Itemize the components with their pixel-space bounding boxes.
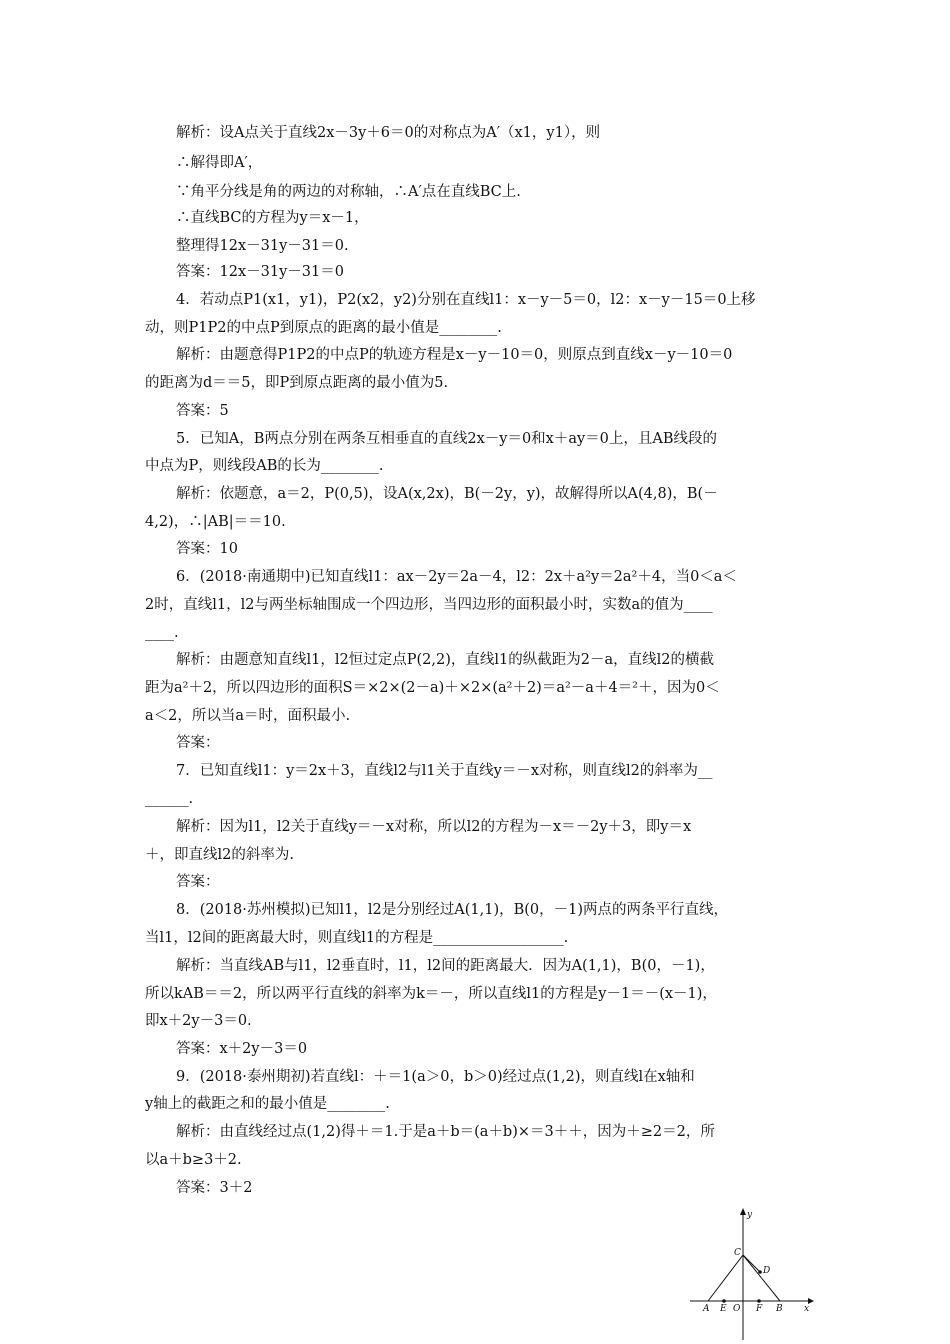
- answer-line: 答案：5: [176, 403, 229, 419]
- question-line: 动，则P1P2的中点P到原点的距离的最小值是________.: [145, 320, 502, 336]
- answer-line: 答案：x＋2y－3＝0: [176, 1041, 308, 1057]
- text-line: ∴直线BC的方程为y＝x－1，: [176, 210, 369, 226]
- answer-line: 答案：12x－31y－31＝0: [176, 264, 344, 280]
- text-line: 整理得12x－31y－31＝0.: [176, 238, 349, 254]
- answer-line: 答案：: [176, 735, 220, 751]
- question-line: 7．已知直线l1：y＝2x＋3，直线l2与l1关于直线y＝－x对称，则直线l2的斜率为__: [176, 763, 713, 779]
- text-line: 解析：由题意得P1P2的中点P的轨迹方程是x－y－10＝0，则原点到直线x－y－10＝0: [176, 347, 733, 363]
- question-line: 当l1，l2间的距离最大时，则直线l1的方程是__________________.: [145, 930, 569, 946]
- answer-line: 答案：10: [176, 541, 238, 557]
- answer-line: 答案：: [176, 874, 220, 890]
- text-line: 解析：因为l1，l2关于直线y＝－x对称，所以l2的方程为－x＝－2y＋3，即y＝x: [176, 819, 692, 835]
- label-O: O: [733, 1304, 741, 1314]
- question-line: 6．(2018·南通期中)已知直线l1：ax－2y＝2a－4，l2：2x＋a²y＝2a²＋4，当0＜a＜: [176, 569, 737, 585]
- point-D: [758, 1270, 762, 1274]
- text-line: 解析：设A点关于直线2x－3y＋6＝0的对称点为A′（x1，y1），则: [176, 125, 601, 141]
- axis-label-y: y: [747, 1210, 753, 1220]
- text-line: ∴解得即A′，: [176, 155, 263, 171]
- question-line: y轴上的截距之和的最小值是________.: [145, 1096, 390, 1112]
- question-line: 中点为P，则线段AB的长为________.: [145, 458, 384, 474]
- question-line: ______.: [145, 791, 194, 807]
- label-A: A: [703, 1304, 710, 1314]
- text-line: 距为a²＋2，所以四边形的面积S＝×2×(2－a)＋×2×(a²＋2)＝a²－a＋4＝²＋，因为0＜: [145, 680, 720, 696]
- text-line: 解析：当直线AB与l1，l2垂直时，l1，l2间的距离最大．因为A(1,1)，B(0，－1)，: [176, 958, 715, 974]
- axis-label-x: x: [804, 1304, 810, 1314]
- question-line: 5．已知A，B两点分别在两条互相垂直的直线2x－y＝0和x＋ay＝0上，且AB线段的: [176, 431, 718, 447]
- question-line: 8．(2018·苏州模拟)已知l1，l2是分别经过A(1,1)，B(0，－1)两点的两条平行直线，: [176, 902, 729, 918]
- question-line: ____.: [145, 625, 179, 641]
- text-line: 解析：由直线经过点(1,2)得＋＝1.于是a＋b＝(a＋b)×＝3＋＋，因为＋≥2＝2，所: [176, 1124, 715, 1140]
- line-CB: [743, 1255, 780, 1301]
- question-line: 2时，直线l1，l2与两坐标轴围成一个四边形，当四边形的面积最小时，实数a的值为____: [145, 597, 713, 613]
- text-line: ＋，即直线l2的斜率为.: [145, 847, 294, 863]
- answer-line: 答案：3＋2: [176, 1180, 253, 1196]
- question-line: 4．若动点P1(x1，y1)，P2(x2，y2)分别在直线l1：x－y－5＝0，l2：x－y－15＝0上移: [176, 292, 756, 308]
- text-line: 4,2)，∴|AB|＝＝10.: [145, 514, 286, 530]
- text-line: 的距离为d＝＝5，即P到原点距离的最小值为5.: [145, 375, 449, 391]
- label-F: F: [756, 1304, 763, 1314]
- y-axis-arrow: [740, 1208, 746, 1215]
- text-line: ∵角平分线是角的两边的对称轴，∴A′点在直线BC上.: [176, 184, 521, 200]
- geometry-figure: [690, 1205, 815, 1340]
- text-line: 即x＋2y－3＝0.: [145, 1013, 252, 1029]
- text-line: 解析：依题意，a＝2，P(0,5)，设A(x,2x)，B(－2y，y)，故解得所以A(4,8)，B(－: [176, 486, 718, 502]
- question-line: 9．(2018·泰州期初)若直线l：＋＝1(a＞0，b＞0)经过点(1,2)，则直线l在x轴和: [176, 1069, 695, 1085]
- label-D: D: [763, 1266, 771, 1276]
- line-CD: [743, 1255, 760, 1272]
- point-E: [722, 1299, 726, 1303]
- text-line: a＜2，所以当a＝时，面积最小.: [145, 708, 351, 724]
- label-E: E: [720, 1304, 727, 1314]
- label-B: B: [776, 1304, 783, 1314]
- point-F: [757, 1299, 761, 1303]
- line-AC: [708, 1255, 743, 1301]
- text-line: 解析：由题意知直线l1，l2恒过定点P(2,2)，直线l1的纵截距为2－a，直线l2的横截: [176, 652, 714, 668]
- text-line: 以a＋b≥3＋2.: [145, 1152, 242, 1168]
- text-line: 所以kAB＝＝2，所以两平行直线的斜率为k＝－，所以直线l1的方程是y－1＝－(x－1)，: [145, 986, 717, 1002]
- label-C: C: [734, 1248, 741, 1258]
